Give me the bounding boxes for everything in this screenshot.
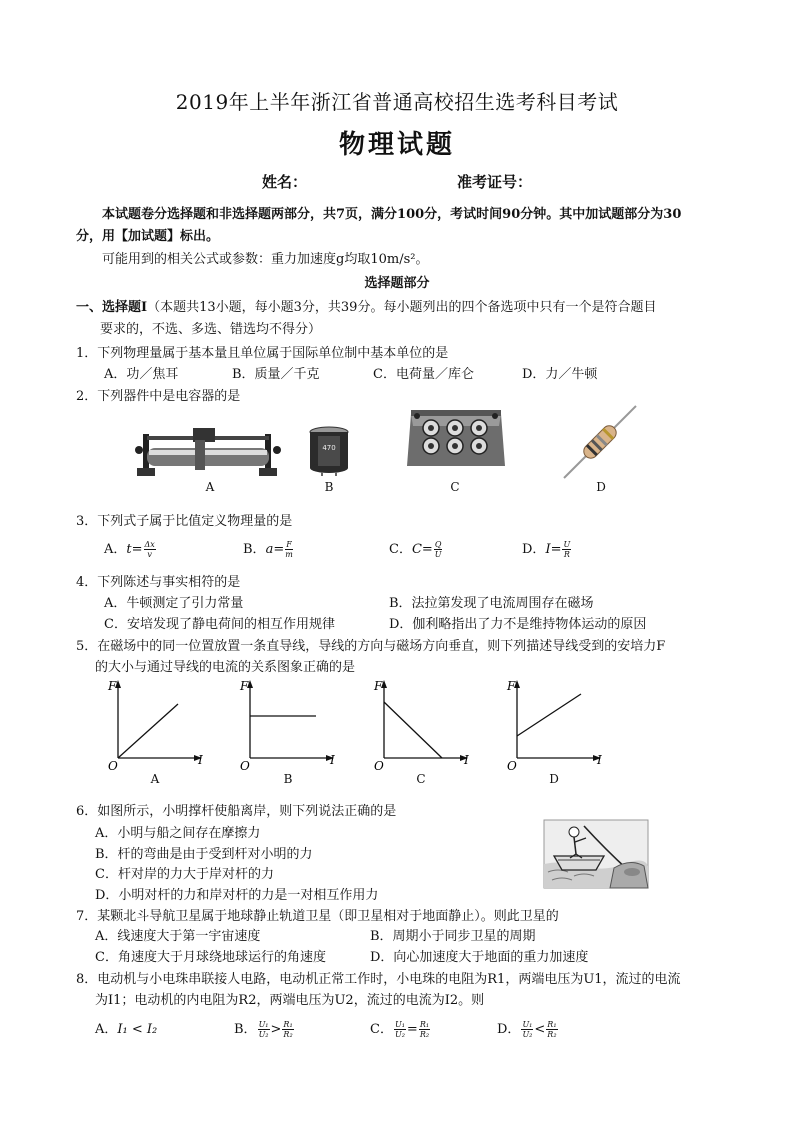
rheostat-image [135,420,285,480]
exam-title: 2019年上半年浙江省普通高校招生选考科目考试 [175,90,619,114]
q8-stem-line2: 为I1；电动机的内电阻为R2，两端电压为U2，流过的电流为I2。则 [95,993,485,1008]
q8-d-r1: R₁ [547,1020,557,1029]
q7-option-a: A．线速度大于第一宇宙速度 [95,929,261,944]
q5-stem-line1: 5．在磁场中的同一位置放置一条直导线，导线的方向与磁场方向垂直，则下列描述导线受到的安培力F [76,639,666,654]
q3-a-num: Δx [144,540,155,549]
q8-b-prefix: B． [234,1022,257,1037]
q2-label-a: A [205,480,215,494]
q3-c-den: U [434,550,442,559]
q5-a-origin: O [108,759,118,773]
q8-option-a [95,1018,157,1037]
q4-stem: 4．下列陈述与事实相符的是 [76,575,241,590]
q7-option-b: B．周期小于同步卫星的周期 [370,929,536,944]
q3-d-eq: = [550,542,562,557]
q5-b-origin: O [240,759,250,773]
q8-b-u1: U₁ [258,1020,269,1029]
capacitor-image [308,426,350,476]
q1-option-a: A．功／焦耳 [104,367,179,382]
q8-a-expr: I₁ < I₂ [117,1022,158,1037]
subject-title: 物理试题 [338,130,455,160]
q5-b-y-label: F [240,679,249,693]
resistance-box-image [405,406,507,472]
q5-graph-d [505,674,615,774]
q5-a-y-label: F [108,679,117,693]
section-title: 选择题部分 [364,276,430,291]
q3-d-den: R [563,550,570,559]
q7-option-c: C．角速度大于月球绕地球运行的角速度 [95,950,326,965]
q3-c-lhs: C [411,542,422,557]
q3-d-num: U [563,540,571,549]
q5-c-x-label: I [464,753,469,767]
q5-label-b: B [283,772,293,786]
q1-stem: 1．下列物理量属于基本量且单位属于国际单位制中基本单位的是 [76,346,449,361]
q8-c-u2: U₂ [394,1030,405,1039]
q3-option-b [243,538,294,559]
q3-a-lhs: t [126,542,132,557]
q7-option-d: D．向心加速度大于地面的重力加速度 [370,950,589,965]
intro-line-3: 可能用到的相关公式或参数：重力加速度g均取10m/s²。 [102,252,429,267]
q3-c-prefix: C． [389,542,412,557]
q3-c-eq: = [421,542,433,557]
q3-option-a [104,538,157,559]
q8-d-u1: U₁ [522,1020,533,1029]
q5-d-origin: O [507,759,517,773]
q3-b-den: m [285,550,293,559]
q1-option-d: D．力／牛顿 [522,367,598,382]
q3-b-num: F [286,540,292,549]
q5-a-x-label: I [198,753,203,767]
q3-d-prefix: D． [522,542,546,557]
q8-b-r1: R₁ [283,1020,293,1029]
q5-label-c: C [416,772,426,786]
q3-c-num: Q [434,540,442,549]
q3-b-lhs: a [265,542,274,557]
q2-label-d: D [596,480,606,494]
intro-line-2: 分，用【加试题】标出。 [76,229,220,244]
q2-stem: 2．下列器件中是电容器的是 [76,389,241,404]
q4-option-c: C．安培发现了静电荷间的相互作用规律 [104,617,335,632]
q8-b-op: > [270,1022,282,1037]
boat-pole-illustration [544,820,648,888]
q8-option-d [497,1018,559,1039]
intro-line-1: 本试题卷分选择题和非选择题两部分，共7页，满分100分，考试时间90分钟。其中加试题部分为30 [102,207,682,222]
q5-label-a: A [150,772,160,786]
q6-option-d: D．小明对杆的力和岸对杆的力是一对相互作用力 [95,888,379,903]
part1-heading-rest: （本题共13小题，每小题3分，共39分。每小题列出的四个备选项中只有一个是符合题目 [147,300,657,315]
q5-graph-b [238,674,348,774]
q8-d-u2: U₂ [522,1030,533,1039]
q1-option-b: B．质量／千克 [232,367,320,382]
q7-stem: 7．某颗北斗导航卫星属于地球静止轨道卫星（即卫星相对于地面静止）。则此卫星的 [76,909,559,924]
q5-graph-a [106,674,216,774]
q8-d-prefix: D． [497,1022,521,1037]
q3-d-lhs: I [545,542,551,557]
q8-d-op: < [534,1022,546,1037]
q8-c-op: = [406,1022,418,1037]
q5-c-y-label: F [374,679,383,693]
q6-option-b: B．杆的弯曲是由于受到杆对小明的力 [95,847,313,862]
q5-label-d: D [549,772,559,786]
q3-option-d [522,538,572,559]
q1-option-c: C．电荷量／库仑 [373,367,474,382]
q3-a-eq: = [131,542,143,557]
q3-b-prefix: B． [243,542,266,557]
q3-a-den: v [147,550,152,559]
q8-a-prefix: A． [95,1022,118,1037]
q6-stem: 6．如图所示，小明撑杆使船离岸，则下列说法正确的是 [76,804,397,819]
q2-label-b: B [324,480,334,494]
part1-heading [76,296,656,315]
q8-stem-line1: 8．电动机与小电珠串联接人电路，电动机正常工作时，小电珠的电阻为R1，两端电压为U1，流过的电流 [76,972,681,987]
resistor-image [560,402,640,480]
q8-c-r2: R₂ [419,1030,430,1039]
q5-c-origin: O [374,759,384,773]
q8-option-c [370,1018,431,1039]
q8-d-r2: R₂ [547,1030,557,1039]
q5-b-x-label: I [330,753,335,767]
q6-option-c: C．杆对岸的力大于岸对杆的力 [95,867,274,882]
q5-graph-c [372,674,482,774]
part1-heading-line2: 要求的，不选、多选、错选均不得分） [100,322,322,337]
q4-option-b: B．法拉第发现了电流周围存在磁场 [389,596,594,611]
q5-d-x-label: I [597,753,602,767]
part1-heading-bold: 一、选择题Ⅰ [76,300,148,315]
q6-option-a: A．小明与船之间存在摩擦力 [95,826,261,841]
q8-c-prefix: C． [370,1022,393,1037]
q5-stem-line2: 的大小与通过导线的电流的关系图象正确的是 [95,660,356,675]
q3-stem: 3．下列式子属于比值定义物理量的是 [76,514,293,529]
q8-b-u2: U₂ [258,1030,269,1039]
capacitor-label-text: 470 [322,444,336,452]
ticket-number-label: 准考证号： [457,173,533,191]
q3-option-c [389,538,443,559]
q8-c-u1: U₁ [394,1020,405,1029]
q3-b-eq: = [273,542,285,557]
q5-d-y-label: F [507,679,516,693]
q8-c-r1: R₁ [419,1020,430,1029]
q4-option-a: A．牛顿测定了引力常量 [104,596,244,611]
q3-a-prefix: A． [104,542,127,557]
q8-option-b [234,1018,295,1039]
q4-option-d: D．伽利略指出了力不是维持物体运动的原因 [389,617,647,632]
name-label: 姓名： [262,173,308,191]
q2-label-c: C [450,480,460,494]
q8-b-r2: R₂ [283,1030,293,1039]
